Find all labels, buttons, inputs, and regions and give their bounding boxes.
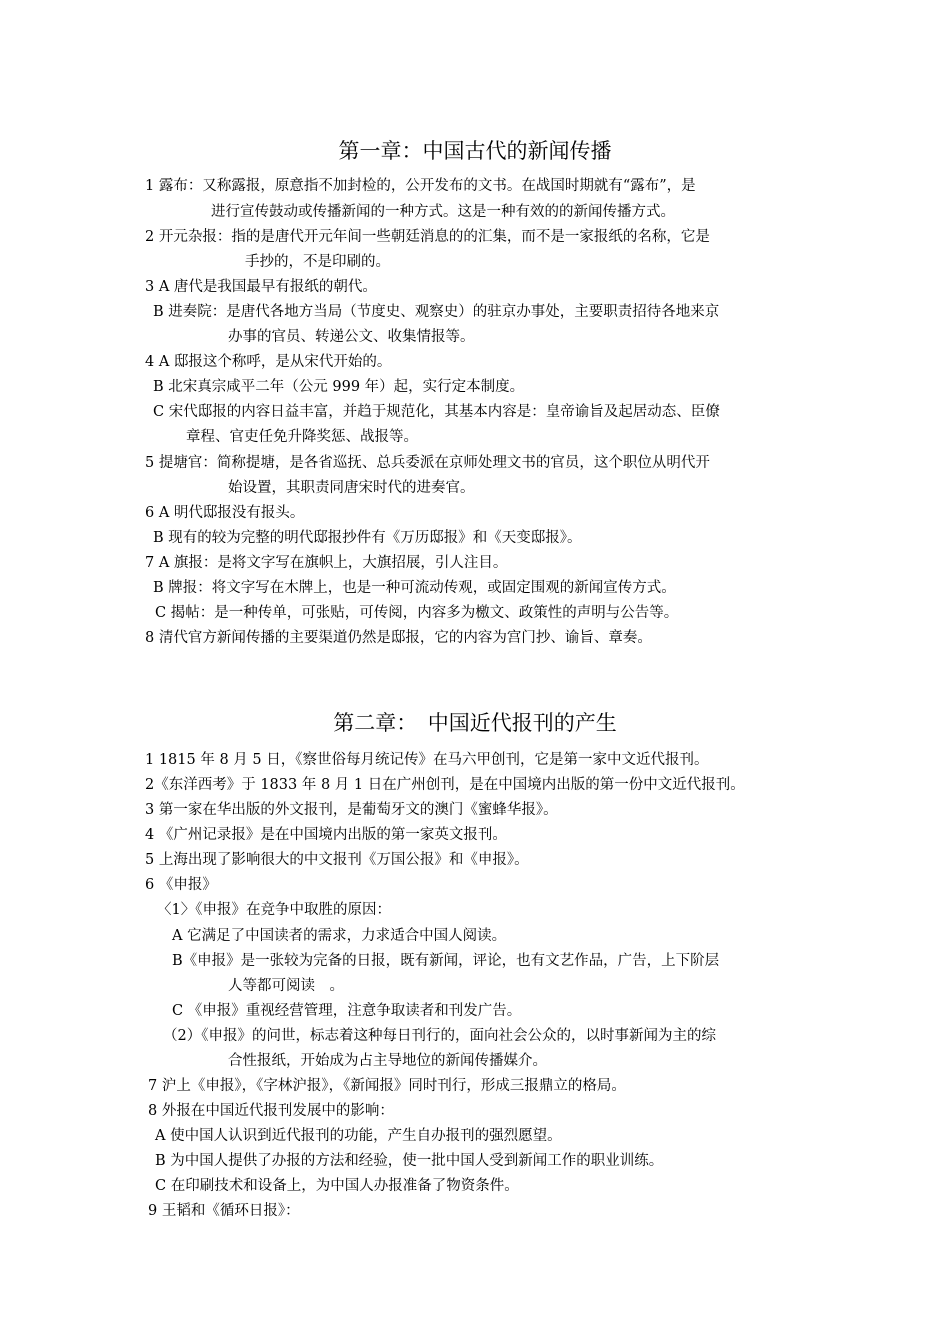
ch2-line: A 它满足了中国读者的需求，力求适合中国人阅读。	[172, 928, 507, 944]
ch2-line: 4 《广州记录报》是在中国境内出版的第一家英文报刊。	[145, 827, 507, 843]
ch2-line: 6 《申报》	[145, 877, 217, 893]
ch2-line: 3 第一家在华出版的外文报刊，是葡萄牙文的澳门《蜜蜂华报》。	[145, 802, 558, 818]
ch1-line: C 宋代邸报的内容日益丰富，并趋于规范化，其基本内容是：皇帝谕旨及起居动态、臣僚	[153, 404, 720, 420]
ch2-line: （2）《申报》的问世，标志着这种每日刊行的，面向社会公众的，以时事新闻为主的综	[163, 1028, 716, 1044]
ch2-line: 合性报纸，开始成为占主导地位的新闻传播媒介。	[228, 1053, 547, 1069]
ch1-line: B 现有的较为完整的明代邸报抄件有《万历邸报》和《天变邸报》。	[153, 530, 582, 546]
ch2-line: 1 1815 年 8 月 5 日，《察世俗每月统记传》在马六甲创刊，它是第一家中文近代报刊。	[145, 752, 709, 768]
ch2-line: C 在印刷技术和设备上，为中国人办报准备了物资条件。	[155, 1178, 519, 1194]
ch1-line: 4 A 邸报这个称呼，是从宋代开始的。	[145, 354, 392, 370]
ch1-line: B 北宋真宗咸平二年（公元 999 年）起，实行定本制度。	[153, 379, 525, 395]
chapter-1-title: 第一章：中国古代的新闻传播	[338, 139, 612, 163]
ch1-line: 进行宣传鼓动或传播新闻的一种方式。这是一种有效的的新闻传播方式。	[211, 204, 675, 220]
ch2-line: A 使中国人认识到近代报刊的功能，产生自办报刊的强烈愿望。	[155, 1128, 562, 1144]
ch1-line: 6 A 明代邸报没有报头。	[145, 505, 305, 521]
ch1-line: 5 提塘官：简称提塘，是各省巡抚、总兵委派在京师处理文书的官员，这个职位从明代开	[145, 455, 710, 471]
ch1-line: 始设置，其职责同唐宋时代的进奏官。	[228, 480, 475, 496]
ch2-line: 7 沪上《申报》，《字林沪报》，《新闻报》同时刊行，形成三报鼎立的格局。	[148, 1078, 626, 1094]
ch2-line: B 为中国人提供了办报的方法和经验，使一批中国人受到新闻工作的职业训练。	[155, 1153, 664, 1169]
ch1-line: 章程、官吏任免升降奖惩、战报等。	[186, 429, 418, 445]
ch2-line: 2《东洋西考》于 1833 年 8 月 1 日在广州创刊，是在中国境内出版的第一份中文近代报刊。	[145, 777, 745, 793]
ch2-line: 人等都可阅读 。	[228, 978, 344, 994]
ch2-line: 9 王韬和《循环日报》：	[148, 1203, 300, 1219]
ch2-line: B《申报》是一张较为完备的日报，既有新闻，评论，也有文艺作品，广告，上下阶层	[172, 953, 720, 969]
ch1-line: C 揭帖：是一种传单，可张贴，可传阅，内容多为檄文、政策性的声明与公告等。	[155, 605, 679, 621]
ch1-line: 7 A 旗报：是将文字写在旗帜上，大旗招展，引人注目。	[145, 555, 508, 571]
ch1-line: 8 清代官方新闻传播的主要渠道仍然是邸报，它的内容为宫门抄、谕旨、章奏。	[145, 630, 652, 646]
ch2-line: C 《申报》重视经营管理，注意争取读者和刊发广告。	[172, 1003, 522, 1019]
ch1-line: 3 A 唐代是我国最早有报纸的朝代。	[145, 279, 377, 295]
ch1-line: B 牌报：将文字写在木牌上，也是一种可流动传观，或固定围观的新闻宣传方式。	[153, 580, 676, 596]
chapter-2-title: 第二章： 中国近代报刊的产生	[333, 711, 617, 735]
ch1-line: 手抄的，不是印刷的。	[245, 254, 390, 270]
ch2-line: 〈1〉《申报》在竞争中取胜的原因：	[157, 902, 391, 918]
ch1-line: 2 开元杂报：指的是唐代开元年间一些朝廷消息的的汇集，而不是一家报纸的名称，它是	[145, 229, 710, 245]
ch1-line: 办事的官员、转递公文、收集情报等。	[228, 329, 475, 345]
ch2-line: 8 外报在中国近代报刊发展中的影响：	[148, 1103, 394, 1119]
ch1-line: B 进奏院：是唐代各地方当局（节度史、观察史）的驻京办事处，主要职责招待各地来京	[153, 304, 720, 320]
ch2-line: 5 上海出现了影响很大的中文报刊《万国公报》和《申报》。	[145, 852, 529, 868]
ch1-line: 1 露布：又称露报，原意指不加封检的，公开发布的文书。在战国时期就有“露布”，是	[145, 178, 696, 194]
